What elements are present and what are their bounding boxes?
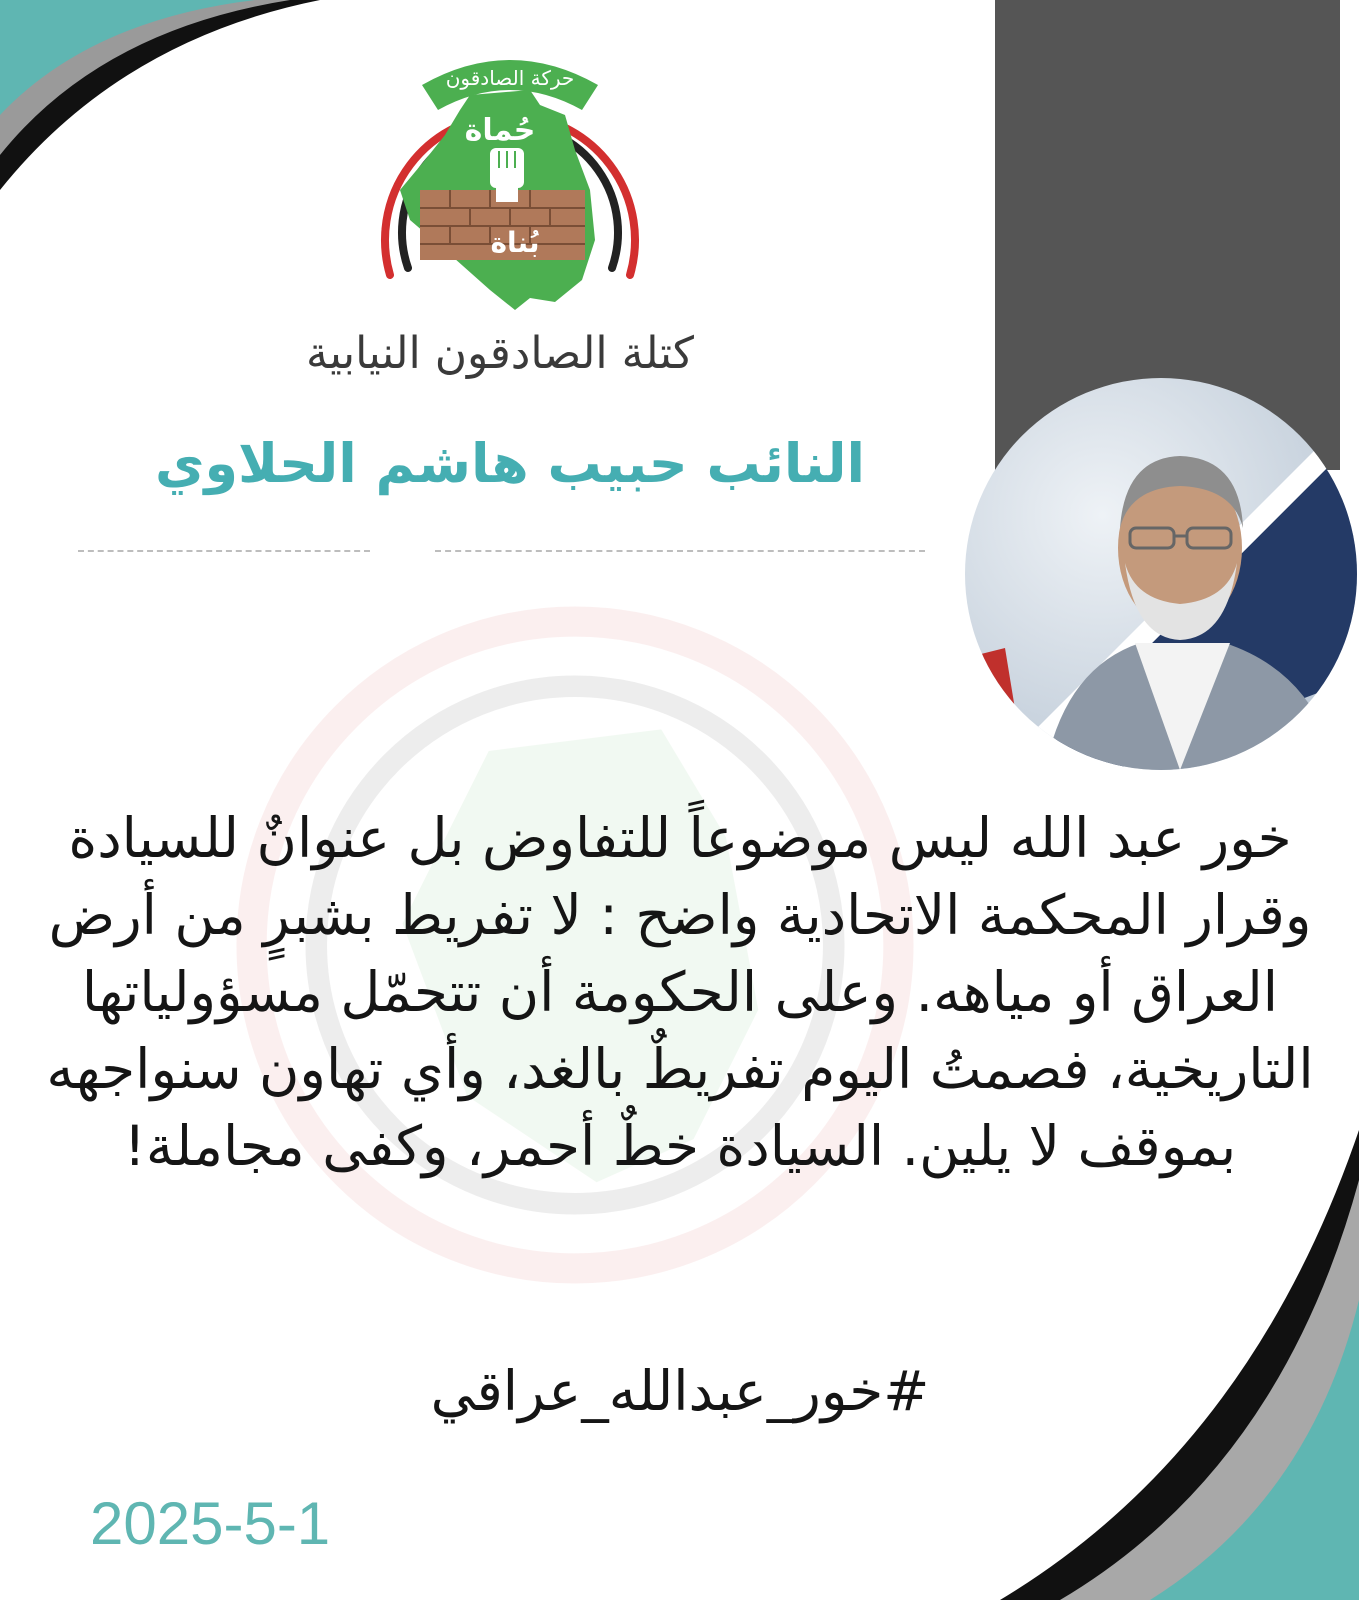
hashtag: #خور_عبدالله_عراقي xyxy=(430,1359,930,1423)
logo-word-top: حُماة xyxy=(464,113,536,148)
statement-text: خور عبد الله ليس موضوعاً للتفاوض بل عنوانٌ للسيادة وقرار المحكمة الاتحادية واضح : لا تفريط بشبرٍ من أرض العراق أو مياهه. وعلى الحكومة أن تتحمّل مسؤولياتها التاريخية، فصمتُ اليوم تفريطٌ بالغد، وأي تهاون سنواجهه بموقف لا يلين. السيادة خطٌ أحمر، وكفى مجاملة! xyxy=(46,806,1314,1178)
party-logo xyxy=(350,40,670,330)
logo-arc-text: حركة الصادقون xyxy=(445,66,575,90)
left-dashed-divider xyxy=(78,550,370,552)
mp-name: النائب حبيب هاشم الحلاوي xyxy=(154,432,866,495)
logo-word-bottom: بُناة xyxy=(490,226,540,259)
post-date: 2025-5-1 xyxy=(90,1490,331,1557)
right-dashed-divider xyxy=(435,550,925,552)
parliamentary-bloc-name: كتلة الصادقون النيابية xyxy=(306,328,694,379)
mp-portrait-photo xyxy=(965,378,1357,770)
